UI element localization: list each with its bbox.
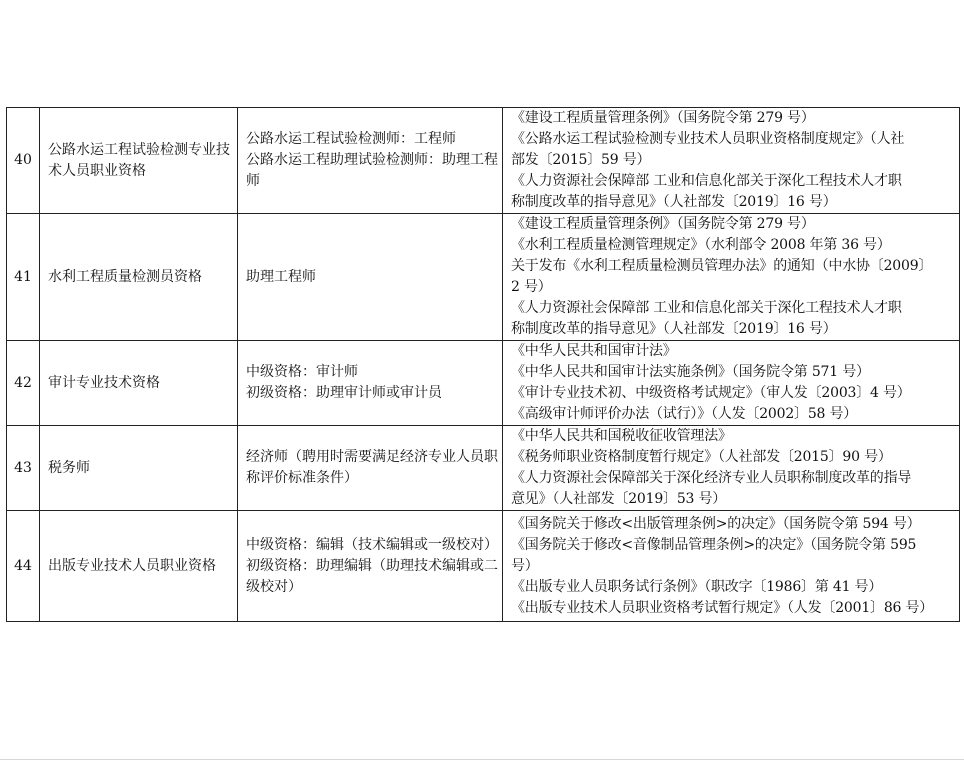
row-number: 40 — [7, 108, 40, 214]
qualification-name: 审计专业技术资格 — [40, 341, 238, 426]
row-number: 44 — [7, 511, 40, 622]
table-row — [7, 341, 960, 426]
table-row — [7, 108, 960, 214]
legal-basis: 《建设工程质量管理条例》（国务院令第 279 号） 《水利工程质量检测管理规定》（水利部令 2008 年第 36 号） 关于发布《水利工程质量检测员管理办法》的通知（中水协〔2009〕 2 号） 《人力资源社会保障部 工业和信息化部关于深化工程技术人才职 称制度改革的指导意见》（人社部发〔2019〕16 号） — [503, 214, 960, 341]
row-number: 42 — [7, 341, 40, 426]
legal-basis: 《建设工程质量管理条例》（国务院令第 279 号） 《公路水运工程试验检测专业技术人员职业资格制度规定》（人社 部发〔2015〕59 号） 《人力资源社会保障部 工业和信息化部关于深化工程技术人才职 称制度改革的指导意见》（人社部发〔2019〕16 号） — [503, 108, 960, 214]
title-level: 中级资格：审计师 初级资格：助理审计师或审计员 — [238, 341, 503, 426]
qualification-name: 公路水运工程试验检测专业技术人员职业资格 — [40, 108, 238, 214]
title-level: 公路水运工程试验检测师：工程师 公路水运工程助理试验检测师：助理工程师 — [238, 108, 503, 214]
legal-basis: 《中华人民共和国审计法》 《中华人民共和国审计法实施条例》（国务院令第 571 号） 《审计专业技术初、中级资格考试规定》（审人发〔2003〕4 号） 《高级审计师评价办法（试行）》（人发〔2002〕58 号） — [503, 341, 960, 426]
title-level: 中级资格：编辑（技术编辑或一级校对） 初级资格：助理编辑（助理技术编辑或二级校对） — [238, 511, 503, 622]
table-row — [7, 426, 960, 511]
title-level: 助理工程师 — [238, 214, 503, 341]
row-number: 41 — [7, 214, 40, 341]
table-row — [7, 511, 960, 622]
page-bottom-divider — [0, 759, 964, 760]
qualification-name: 税务师 — [40, 426, 238, 511]
legal-basis: 《国务院关于修改<出版管理条例>的决定》（国务院令第 594 号） 《国务院关于修改<音像制品管理条例>的决定》（国务院令第 595 号） 《出版专业人员职务试行条例》（职改字〔1986〕第 41 号） 《出版专业技术人员职业资格考试暂行规定》（人发〔2001〕86 号） — [503, 511, 960, 622]
qualification-name: 出版专业技术人员职业资格 — [40, 511, 238, 622]
qualification-name: 水利工程质量检测员资格 — [40, 214, 238, 341]
title-level: 经济师（聘用时需要满足经济专业人员职称评价标准条件） — [238, 426, 503, 511]
row-number: 43 — [7, 426, 40, 511]
table-row — [7, 214, 960, 341]
qualification-table — [6, 107, 960, 622]
legal-basis: 《中华人民共和国税收征收管理法》 《税务师职业资格制度暂行规定》（人社部发〔2015〕90 号） 《人力资源社会保障部关于深化经济专业人员职称制度改革的指导 意见》（人社部发〔2019〕53 号） — [503, 426, 960, 511]
